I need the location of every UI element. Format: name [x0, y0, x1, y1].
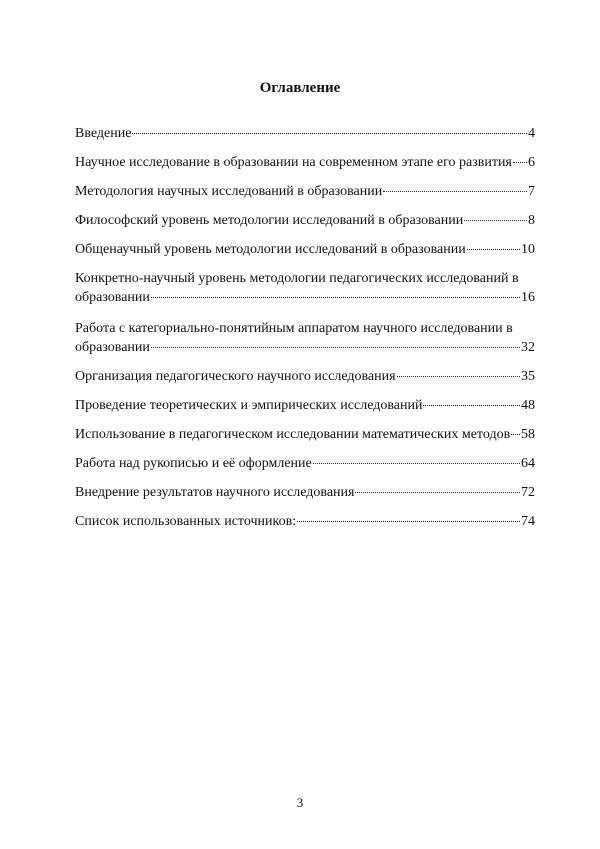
dot-leader	[151, 347, 520, 348]
toc-entry-text: Организация педагогического научного исследования	[75, 369, 396, 384]
dot-leader	[511, 434, 520, 435]
toc-entry-text: образовании	[75, 340, 150, 355]
toc-entry[interactable]	[75, 483, 535, 502]
dot-leader	[151, 297, 520, 298]
toc-entry[interactable]	[75, 153, 535, 172]
toc-entry-page: 58	[521, 427, 535, 442]
toc-entry-text: Общенаучный уровень методологии исследований в образовании	[75, 242, 466, 257]
toc-entry-text: Список использованных источников:	[75, 514, 297, 529]
dot-leader	[383, 191, 527, 192]
toc-entry[interactable]	[75, 124, 535, 143]
toc-entry-text: Внедрение результатов научного исследования	[75, 485, 355, 500]
toc-entry[interactable]	[75, 240, 535, 259]
dot-leader	[513, 162, 527, 163]
dot-leader	[132, 133, 527, 134]
toc-entry-page: 6	[528, 155, 535, 170]
toc-title: Оглавление	[259, 80, 341, 96]
toc-entry[interactable]	[75, 396, 535, 415]
dot-leader	[313, 463, 520, 464]
dot-leader	[297, 521, 520, 522]
toc-entry[interactable]	[75, 367, 535, 386]
toc-entry-page: 8	[528, 213, 535, 228]
dot-leader	[464, 220, 527, 221]
toc-entry-text-line1: Работа с категориально-понятийным аппаратом научного исследовании в	[75, 321, 513, 336]
dot-leader	[467, 249, 520, 250]
toc-entry-page: 4	[528, 126, 535, 141]
toc-entry-text-line1: Конкретно-научный уровень методологии педагогических исследований в	[75, 271, 519, 286]
dot-leader	[355, 492, 520, 493]
toc-entry-text: Использование в педагогическом исследовании математических методов	[75, 427, 511, 442]
toc-entry-text: Методология научных исследований в образовании	[75, 184, 383, 199]
toc-entry-page: 10	[521, 242, 535, 257]
dot-leader	[397, 376, 520, 377]
toc-entry[interactable]	[75, 512, 535, 531]
dot-leader	[423, 405, 520, 406]
toc-entry-text: Научное исследование в образовании на современном этапе его развития	[75, 155, 512, 170]
toc-entry-page: 48	[521, 398, 535, 413]
toc-entry-page: 74	[521, 514, 535, 529]
toc-entry-page: 16	[521, 290, 535, 305]
toc-entry-text: Проведение теоретических и эмпирических исследований	[75, 398, 423, 413]
toc-entry[interactable]	[75, 269, 535, 307]
toc-entry[interactable]	[75, 211, 535, 230]
toc-entry-page: 32	[521, 340, 535, 355]
toc-entry-page: 64	[521, 456, 535, 471]
toc-entry-page: 7	[528, 184, 535, 199]
toc-entry-text: Философский уровень методологии исследований в образовании	[75, 213, 464, 228]
toc-entry-text: Введение	[75, 126, 132, 141]
toc-entry-page: 35	[521, 369, 535, 384]
toc-entry-text: образовании	[75, 290, 150, 305]
toc-entry[interactable]	[75, 425, 535, 444]
toc-entry-text: Работа над рукописью и её оформление	[75, 456, 312, 471]
page-number: 3	[296, 795, 304, 810]
toc-entry[interactable]	[75, 182, 535, 201]
toc-entry-page: 72	[521, 485, 535, 500]
toc-entry[interactable]	[75, 454, 535, 473]
toc-entry[interactable]	[75, 319, 535, 357]
